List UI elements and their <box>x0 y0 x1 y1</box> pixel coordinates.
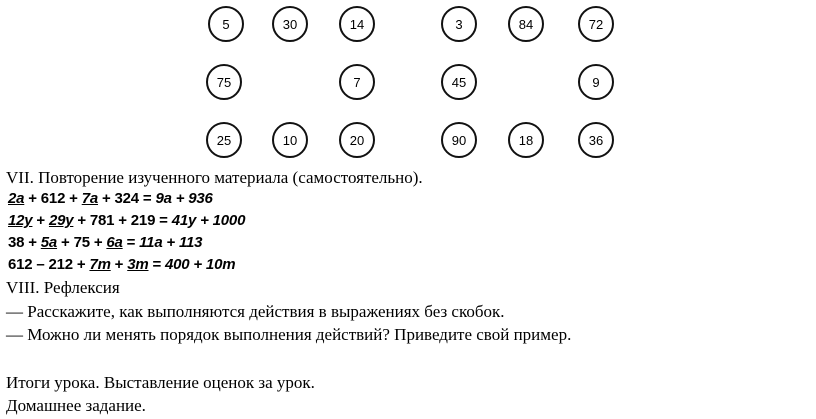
equation-term: 3m <box>127 256 149 273</box>
equation-line <box>8 256 235 274</box>
number-circle: 7 <box>339 64 375 100</box>
equation-term: 29y <box>48 212 74 229</box>
equation-term: + <box>110 256 128 273</box>
equation-term: 12y <box>8 212 33 229</box>
number-circle: 9 <box>578 64 614 100</box>
equation-term: + 324 = <box>98 190 156 207</box>
number-circle: 25 <box>206 122 242 158</box>
homework: Домашнее задание. <box>6 396 146 415</box>
lesson-summary: Итоги урока. Выставление оценок за урок. <box>6 373 315 392</box>
number-circle: 20 <box>339 122 375 158</box>
number-circle: 90 <box>441 122 477 158</box>
section-8-title: VIII. Рефлексия <box>6 278 120 297</box>
number-circle: 45 <box>441 64 477 100</box>
equation-term: 400 + 10m <box>165 256 236 273</box>
equation-term: 2a <box>8 190 25 207</box>
number-circle: 75 <box>206 64 242 100</box>
number-circle: 72 <box>578 6 614 42</box>
number-circle: 30 <box>272 6 308 42</box>
equation-term: 7a <box>81 190 99 207</box>
equation-term: 6a <box>106 234 123 251</box>
equation-term: + 781 + 219 = <box>73 212 172 229</box>
equation-term: 5a <box>40 234 58 251</box>
number-circle: 5 <box>208 6 244 42</box>
reflection-question-2: — Можно ли менять порядок выполнения действий? Приведите свой пример. <box>6 325 572 344</box>
equation-term: = <box>122 234 140 251</box>
number-circle: 18 <box>508 122 544 158</box>
reflection-question-1: — Расскажите, как выполняются действия в выражениях без скобок. <box>6 302 505 321</box>
equation-line <box>8 234 202 252</box>
number-circle: 10 <box>272 122 308 158</box>
number-circle: 36 <box>578 122 614 158</box>
number-circle: 14 <box>339 6 375 42</box>
equation-term: 9a + 936 <box>155 190 213 207</box>
equation-term: 612 – 212 + <box>8 256 90 273</box>
equation-line <box>8 190 213 208</box>
equation-line <box>8 212 245 230</box>
section-7-title: VII. Повторение изученного материала (самостоятельно). <box>6 168 423 187</box>
number-circle: 84 <box>508 6 544 42</box>
equation-term: + 612 + <box>24 190 82 207</box>
equation-term: + <box>32 212 49 229</box>
equation-term: = <box>148 256 165 273</box>
equation-term: + 75 + <box>57 234 107 251</box>
equation-term: 41y + 1000 <box>171 212 246 229</box>
equation-term: 7m <box>89 256 111 273</box>
number-circle: 3 <box>441 6 477 42</box>
equation-term: 11a + 113 <box>139 234 203 251</box>
equation-term: 38 + <box>8 234 41 251</box>
